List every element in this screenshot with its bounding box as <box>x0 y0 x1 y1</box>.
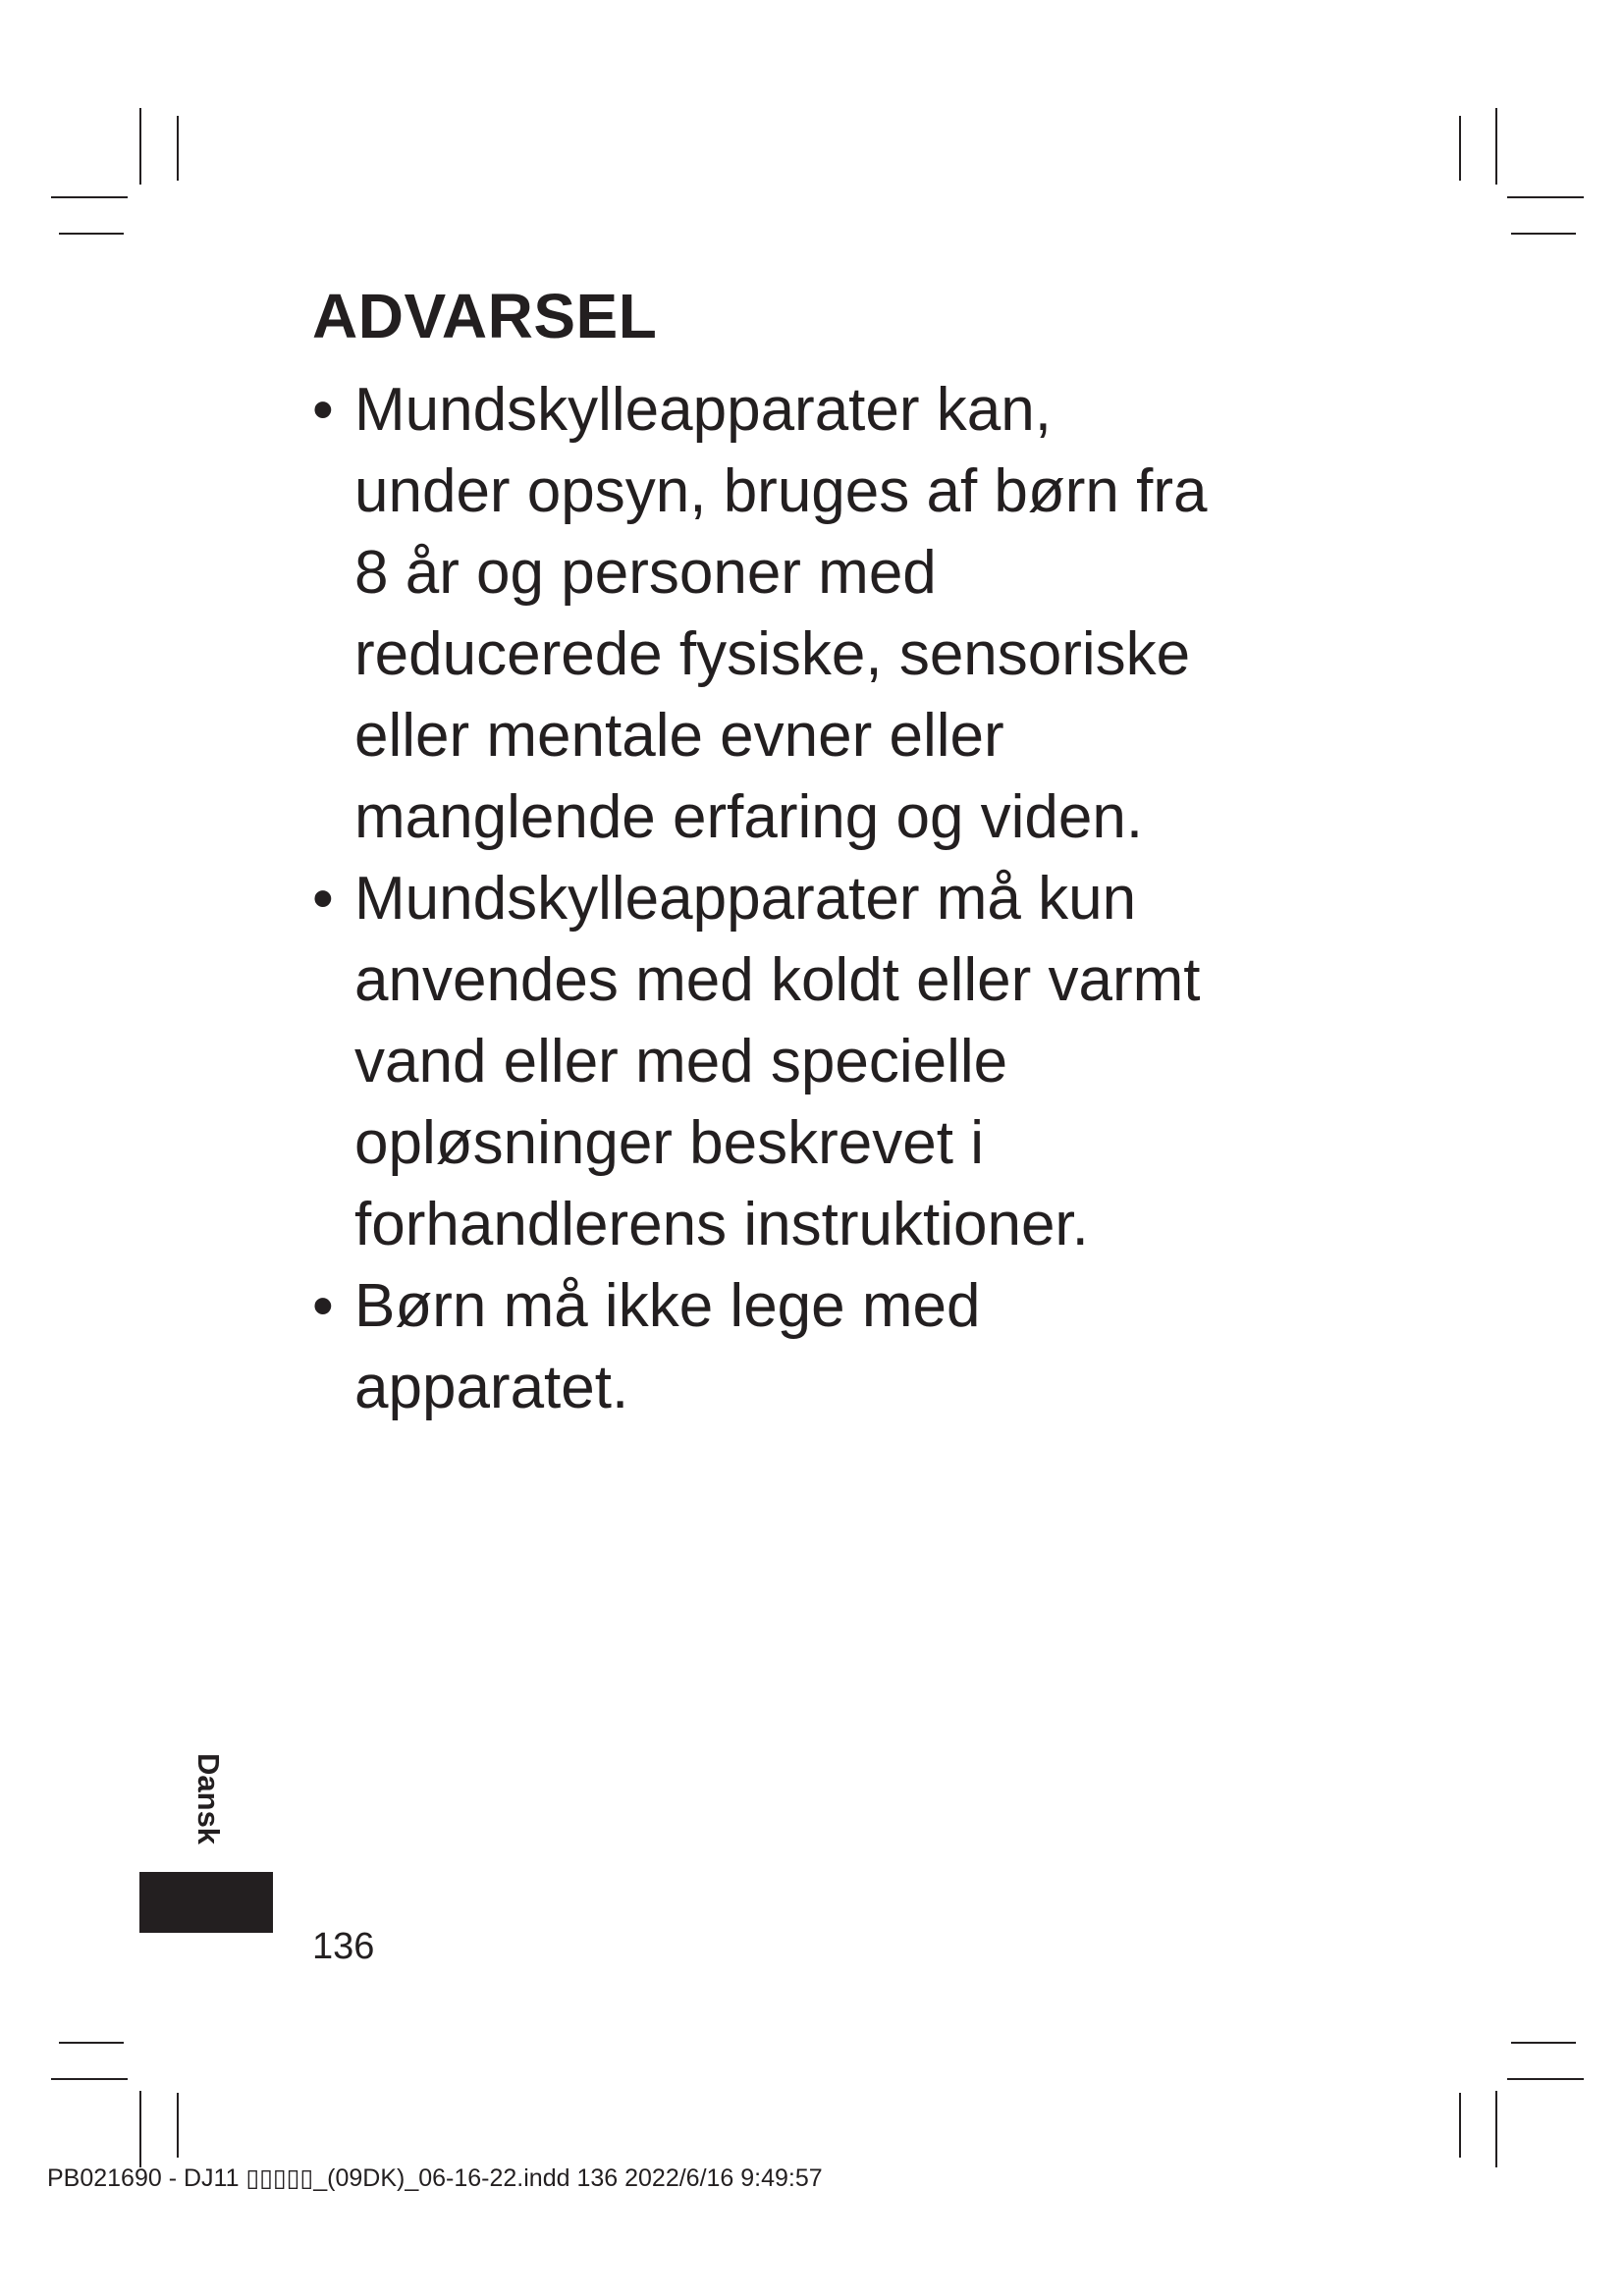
text-line: vand eller med specielle <box>354 1028 1008 1095</box>
language-label: Dansk <box>191 1753 226 1845</box>
text-line: • Mundskylleapparater kan, <box>354 376 1052 444</box>
crop-mark <box>51 196 128 198</box>
language-tab <box>139 1872 273 1933</box>
text-line: apparatet. <box>354 1354 629 1421</box>
crop-mark <box>1511 233 1576 235</box>
crop-mark <box>1495 108 1497 185</box>
text-line: • Børn må ikke lege med <box>354 1272 981 1340</box>
text-line: manglende erfaring og viden. <box>354 783 1144 851</box>
list-item <box>312 858 1353 1265</box>
page-number: 136 <box>312 1926 375 1967</box>
print-slug: PB021690 - DJ11 ▯▯▯▯▯_(09DK)_06-16-22.indd 136 2022/6/16 9:49:57 <box>47 2164 823 2192</box>
crop-mark <box>177 2093 179 2158</box>
page-title: ADVARSEL <box>312 281 658 351</box>
crop-mark <box>59 2042 124 2044</box>
crop-mark <box>1459 116 1461 181</box>
text-line: under opsyn, bruges af børn fra <box>354 457 1208 525</box>
text-line: • Mundskylleapparater må kun <box>354 865 1137 933</box>
crop-mark <box>1459 2093 1461 2158</box>
text-line: forhandlerens instruktioner. <box>354 1191 1089 1258</box>
crop-mark <box>139 2091 141 2167</box>
crop-mark <box>177 116 179 181</box>
crop-mark <box>51 2078 128 2080</box>
text-line: 8 år og personer med <box>354 539 937 607</box>
crop-mark <box>1495 2091 1497 2167</box>
list-item <box>312 369 1353 858</box>
text-line: anvendes med koldt eller varmt <box>354 946 1201 1014</box>
crop-mark <box>1511 2042 1576 2044</box>
crop-mark <box>1507 2078 1584 2080</box>
text-line: eller mentale evner eller <box>354 702 1004 770</box>
list-item <box>312 1265 1353 1428</box>
crop-mark <box>59 233 124 235</box>
crop-mark <box>1507 196 1584 198</box>
text-line: opløsninger beskrevet i <box>354 1109 984 1177</box>
warning-list <box>312 369 1353 1428</box>
crop-mark <box>139 108 141 185</box>
text-line: reducerede fysiske, sensoriske <box>354 620 1191 688</box>
